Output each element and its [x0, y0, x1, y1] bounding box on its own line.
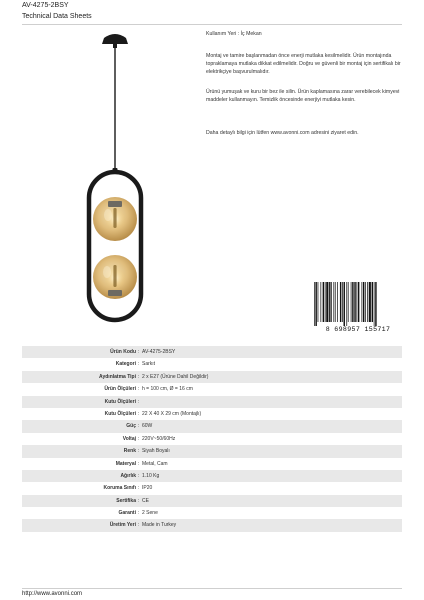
spec-value: 1.10 Kg	[142, 472, 160, 479]
spec-separator: :	[137, 435, 140, 442]
spec-separator: :	[137, 349, 140, 355]
spec-label: Koruma Sınıfı	[103, 485, 136, 492]
spec-row	[22, 445, 402, 457]
header-divider	[22, 24, 402, 25]
spec-row	[22, 507, 402, 519]
spec-value: h = 100 cm, Ø = 16 cm	[142, 386, 193, 393]
upper-socket	[108, 201, 122, 207]
spec-row	[22, 519, 402, 531]
spec-separator: :	[137, 373, 140, 380]
spec-label: Kutu Ölçüleri	[104, 398, 136, 405]
spec-value: Made in Turkey	[142, 522, 177, 529]
spec-label: Renk	[123, 448, 136, 455]
more-info-note: Daha detaylı bilgi için lütfen www.avonni.com adresini ziyaret edin.	[206, 130, 359, 137]
spec-row	[22, 346, 402, 358]
spec-separator: :	[137, 510, 140, 517]
ean-barcode	[313, 282, 403, 336]
spec-value: 22 X 40 X 29 cm (Montajlı)	[142, 410, 202, 417]
footer-url: http://www.avonni.com	[22, 591, 83, 597]
spec-separator: :	[137, 386, 140, 393]
spec-separator: :	[137, 497, 140, 504]
spec-separator: :	[137, 472, 140, 479]
product-code-header: AV-4275-2BSY	[22, 2, 69, 9]
spec-value	[141, 396, 402, 408]
footer-divider	[22, 588, 402, 589]
spec-row	[22, 408, 402, 420]
lower-socket	[108, 290, 122, 296]
installation-warning: Montaj ve tamire başlanmadan önce enerji mutlaka kesilmelidir. Ürün montajında topraklamaya mutlaka dikkat edilmelidir. Doğru ve güvenli bir montaj için sertifikalı bir elektrikçiye başvurulmalıdır.	[206, 53, 401, 76]
spec-row	[22, 495, 402, 507]
spec-value: IP20	[142, 485, 153, 492]
spec-value: 2 Sene	[142, 510, 158, 517]
spec-value: Sarkıt	[142, 361, 156, 368]
spec-separator: :	[137, 410, 140, 417]
barcode-bars	[313, 282, 403, 326]
barcode-digits: 8 698957 155717	[325, 326, 391, 333]
spec-label: Ürün Kodu	[110, 349, 136, 355]
spec-table	[22, 346, 402, 532]
spec-label: Ağırlık	[120, 472, 136, 479]
spec-row	[22, 470, 402, 482]
spec-separator: :	[137, 361, 140, 368]
spec-separator: :	[137, 522, 140, 529]
spec-value: Metal, Cam	[142, 460, 168, 467]
spec-label: Güç	[126, 423, 136, 430]
product-photo	[60, 32, 170, 332]
spec-value: 220V~50/60Hz	[142, 435, 176, 442]
spec-row	[22, 371, 402, 383]
spec-value: 2 x E27 (Ürüne Dahil Değildir)	[142, 373, 209, 380]
spec-value: AV-4275-2BSY	[142, 349, 176, 355]
spec-row	[22, 482, 402, 494]
spec-row	[22, 420, 402, 432]
spec-value: CE	[142, 497, 149, 504]
spec-row	[22, 358, 402, 370]
spec-label: Üretim Yeri	[109, 522, 136, 529]
spec-label: Ürün Ölçüleri	[104, 386, 136, 393]
spec-label: Aydınlatma Tipi	[99, 373, 136, 380]
document-subtitle: Technical Data Sheets	[22, 13, 92, 20]
usage-location: Kullanım Yeri : İç Mekan	[206, 31, 262, 37]
spec-label: Kutu Ölçüleri	[104, 410, 136, 417]
spec-row	[22, 396, 402, 408]
spec-separator: :	[137, 398, 140, 405]
spec-value: 60W	[142, 423, 153, 430]
spec-separator: :	[137, 423, 140, 430]
spec-label: Sertifika	[116, 497, 136, 504]
spec-row	[22, 433, 402, 445]
spec-value: Siyah Boyalı	[142, 448, 170, 455]
cleaning-instructions: Ürünü yumuşak ve kuru bir bez ile silin. Ürün kaplamasına zarar verebilecek kimyevi maddeler kullanmayın. Temizlik öncesinde enerjiyi mutlaka kesin.	[206, 89, 400, 104]
spec-separator: :	[137, 460, 140, 467]
spec-separator: :	[137, 485, 140, 492]
spec-label: Garanti	[118, 510, 136, 517]
pendant-lamp-illustration	[60, 32, 170, 332]
spec-row	[22, 383, 402, 395]
ceiling-canopy	[102, 34, 128, 44]
spec-label: Voltaj	[122, 435, 136, 442]
spec-separator: :	[137, 448, 140, 455]
suspension-cable	[114, 48, 115, 170]
spec-label: Materyal	[115, 460, 136, 467]
spec-row	[22, 458, 402, 470]
spec-label: Kategori	[115, 361, 136, 368]
